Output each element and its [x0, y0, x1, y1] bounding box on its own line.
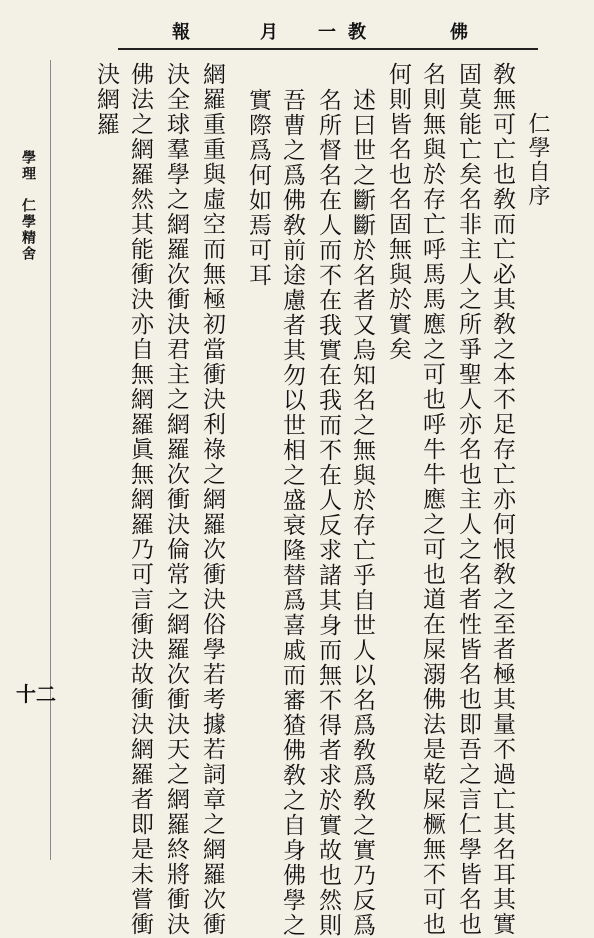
- running-header: [150, 18, 534, 46]
- text-column-7: 吾曹之爲佛敎前途慮者其勿以世相之盛衰隆替爲喜戚而審猹佛敎之自身佛學之: [279, 88, 305, 938]
- header-char-fo: 佛: [450, 22, 468, 43]
- text-column-4: 何則皆名也名固無與於實矣: [385, 62, 411, 362]
- text-column-5: 述曰世之斷斷於名者又烏知名之無與於存亡乎自世人以名爲敎爲敎之實乃反爲: [349, 88, 375, 938]
- header-dash: 一: [318, 22, 336, 43]
- text-column-3: 名則無與於存亡呼馬馬應之可也呼牛牛應之可也道在屎溺佛法是乾屎橛無不可也: [419, 62, 445, 937]
- margin-note: 學理 仁學精舍: [20, 150, 36, 262]
- margin-rule: [50, 60, 51, 860]
- header-rule: [118, 48, 538, 50]
- text-column-2: 固莫能亡矣名非主人之所爭聖人亦名也主人之名者性皆名也即吾之言仁學皆名也: [455, 62, 481, 937]
- page-number: 十二: [16, 682, 56, 706]
- text-column-1: 敎無可亡也敎而亡必其敎之本不足存亡亦何恨敎之至者極其量不過亡其名耳其實: [489, 62, 515, 937]
- text-column-12: 決網羅: [93, 62, 119, 137]
- header-char-yue: 月: [260, 22, 278, 43]
- text-column-6: 名所督名在人而不在我實在我而不在人反求諸其身而無不得者求於實故也然則: [315, 88, 341, 938]
- text-column-9: 網羅重重與虛空而無極初當衝決利祿之網羅次衝決俗學若考據若詞章之網羅次衝: [199, 62, 225, 937]
- header-char-jiao: 教: [348, 22, 366, 43]
- text-column-11: 佛法之網羅然其能衝決亦自無網羅眞無網羅乃可言衝決故衝決網羅者即是未嘗衝: [127, 62, 153, 937]
- text-column-8: 實際爲何如焉可耳: [245, 88, 271, 288]
- text-column-10: 決全球羣學之網羅次衝決君主之網羅次衝決倫常之網羅次衝決天之網羅終將衝決: [163, 62, 189, 937]
- header-char-bao: 報: [172, 22, 190, 43]
- essay-title: 仁學自序: [525, 112, 550, 208]
